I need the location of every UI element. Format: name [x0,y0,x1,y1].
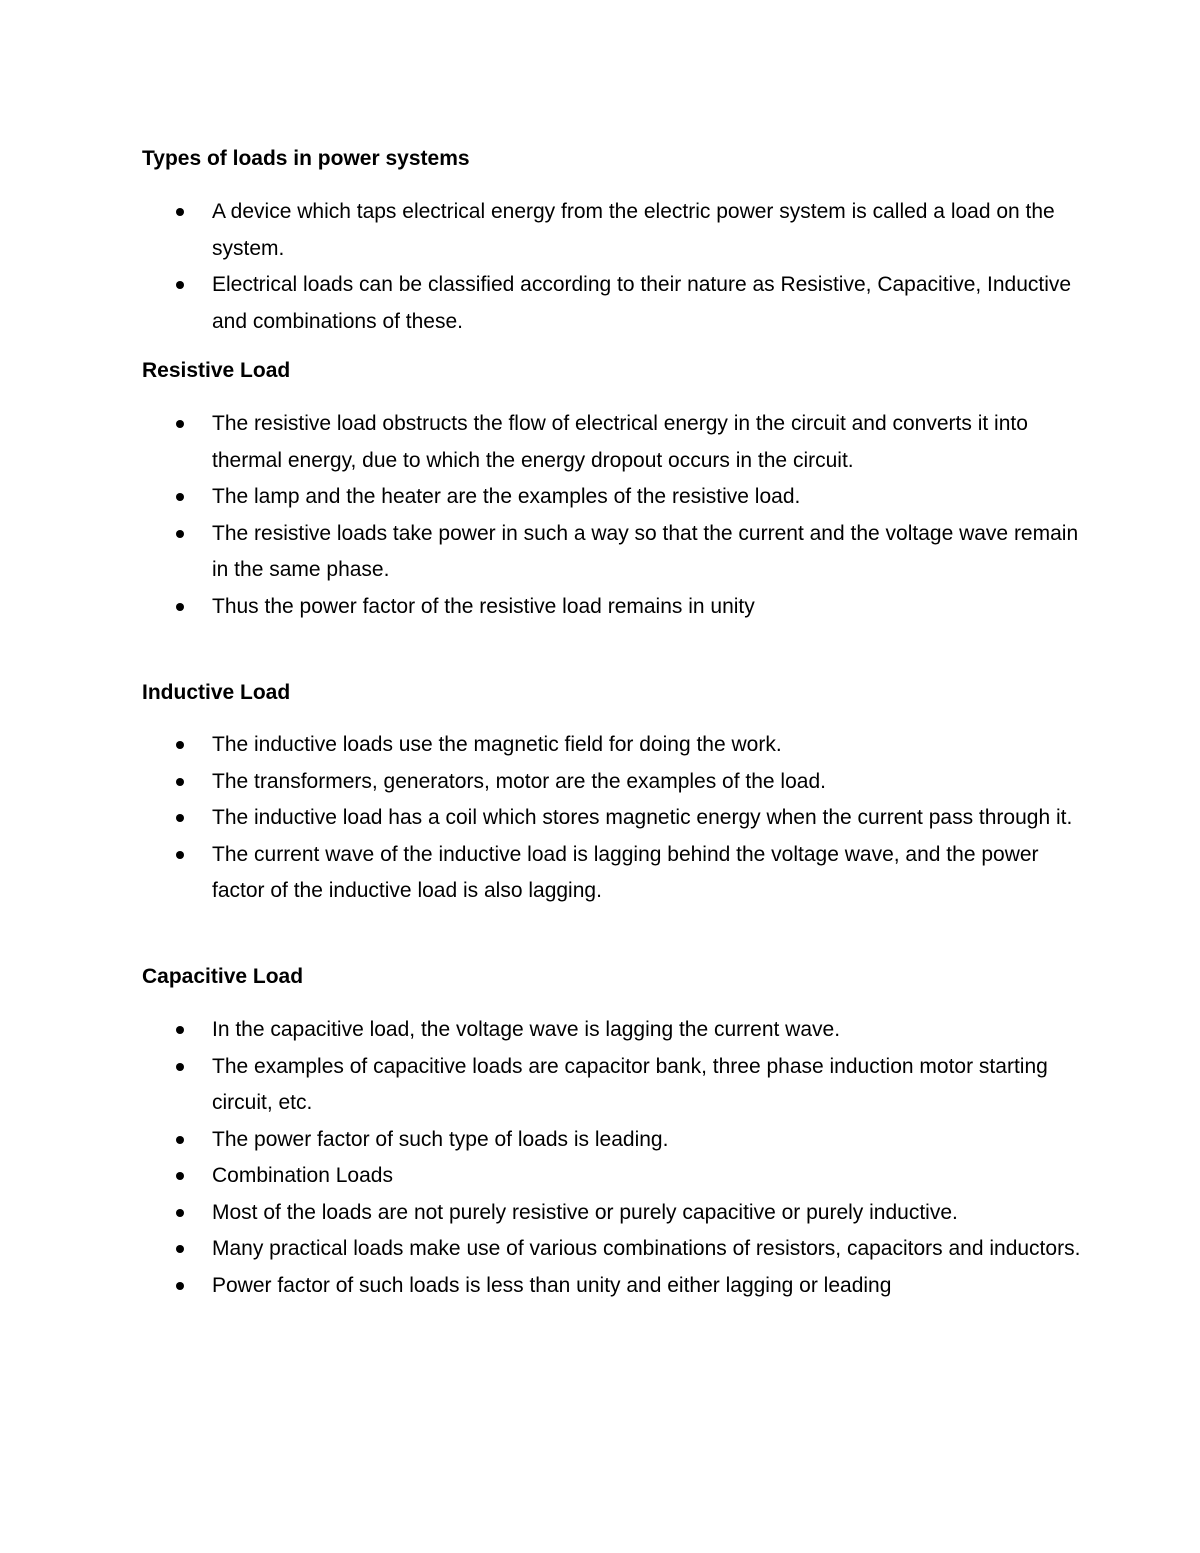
bullet-item: In the capacitive load, the voltage wave is lagging the current wave. [142,1012,1082,1049]
bullet-item: The lamp and the heater are the examples of the resistive load. [142,479,1082,516]
bullet-item: Many practical loads make use of various combinations of resistors, capacitors and inductors. [142,1231,1082,1268]
bullet-item: The current wave of the inductive load is lagging behind the voltage wave, and the power factor of the inductive load is also lagging. [142,837,1082,910]
section-heading: Inductive Load [142,681,291,704]
bullet-item: The inductive loads use the magnetic field for doing the work. [142,727,1082,764]
bullet-item: The resistive load obstructs the flow of electrical energy in the circuit and converts it into thermal energy, due to which the energy dropout occurs in the circuit. [142,406,1082,479]
bullet-item: Thus the power factor of the resistive load remains in unity [142,589,1082,626]
section-heading: Types of loads in power systems [142,147,470,170]
bullet-item: A device which taps electrical energy from the electric power system is called a load on the system. [142,194,1082,267]
bullet-item: Combination Loads [142,1158,1082,1195]
bullet-item: The power factor of such type of loads is leading. [142,1122,1082,1159]
section-heading: Capacitive Load [142,965,304,988]
bullet-item: The examples of capacitive loads are capacitor bank, three phase induction motor starting circuit, etc. [142,1049,1082,1122]
bullet-item: The resistive loads take power in such a way so that the current and the voltage wave remain in the same phase. [142,516,1082,589]
section-heading: Resistive Load [142,359,291,382]
bullet-list [142,194,1082,340]
bullet-list [142,406,1082,625]
bullet-item: Power factor of such loads is less than unity and either lagging or leading [142,1268,1082,1305]
bullet-list [142,727,1082,910]
bullet-item: Electrical loads can be classified according to their nature as Resistive, Capacitive, Inductive and combinations of these. [142,267,1082,340]
bullet-item: Most of the loads are not purely resistive or purely capacitive or purely inductive. [142,1195,1082,1232]
bullet-item: The inductive load has a coil which stores magnetic energy when the current pass through it. [142,800,1082,837]
bullet-item: The transformers, generators, motor are the examples of the load. [142,764,1082,801]
bullet-list [142,1012,1082,1304]
